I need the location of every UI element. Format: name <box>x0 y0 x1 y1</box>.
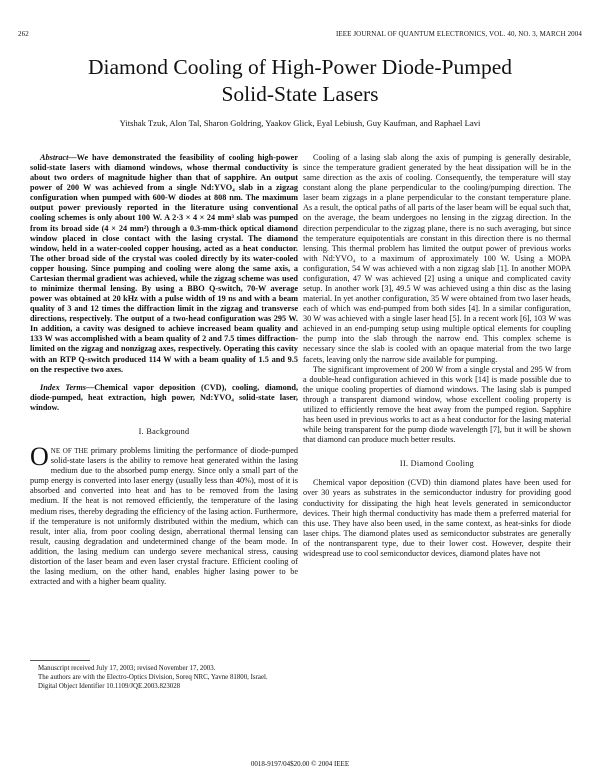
author-list: Yitshak Tzuk, Alon Tal, Sharon Goldring, Yaakov Glick, Eyal Lebiush, Guy Kaufman, and Raphael Lavi <box>119 118 481 128</box>
right-column <box>303 153 571 559</box>
cooling-paragraph-2: The significant improvement of 200 W from a single crystal and 295 W from a double-head configuration achieved in this work [14] is made possible due to the unique cooling properties of diamond windows. The lasing slab is pumped through a transparent diamond window, whose excellent cooling property is utilized to efficiently remove the heat away from the pumped region. Sapphire has been used in previous works to act as a heat conductor for the lasing material while being transparent for the pump diode wavelength [7], but it will be shown that diamond can produce much better results. <box>303 364 571 445</box>
drop-cap: O <box>30 442 49 472</box>
copyright-footer: 0018-9197/04$20.00 © 2004 IEEE <box>250 760 350 768</box>
cooling-paragraph-1: Cooling of a lasing slab along the axis of pumping is generally desirable, since the temperature gradient generated by the heat dissipation will be in the same direction as the axis of cooling. Consequently, the temperature will stay constant along the plane perpendicular to the cooling/pumping direction. The laser beam zigzags in a plane perpendicular to the constant temperature plane. As a result, the optical paths of all parts of the laser beam will be equal such that, on the average, the beam undergoes no lensing in the zigzag direction. In the direction perpendicular to the zigzag plane, there is no such averaging, but since the temperature equipotentials are constant in this direction there is no thermal lensing. This thermal problem has limited the output power of previous works with Nd:YVO₄ to a maximum of approximately 100 W. Using a MOPA configuration, 54 W was achieved with a non zigzag slab [1]. In another MOPA configuration, 47 W was achieved [2] using a unique and complicated cavity setup. In another work [3], 49.5 W was achieved using a thin disc as the lasing material. In yet another configuration, 35 W were obtained from two laser heads, each of which was end-pumped from both sides [4]. In a similar configuration, 30 W was achieved with a single laser head [5]. In a recent work [6], 103 W was achieved in an end-pumping setup using multiple optical elements for coupling the pump into the slab through the narrow end. This complex scheme is necessary since the slab is cooled with an opaque material from the two large facets, leaving only the narrow side available for pumping. <box>303 153 571 364</box>
background-paragraph <box>30 442 299 587</box>
section-heading-background: I. Background <box>138 426 190 436</box>
abstract-text: We have demonstrated the feasibility of cooling high-power solid-state lasers with diamond windows, whose thermal conductivity is about two orders of magnitude higher than that of sapphire. An output power of 200 W was achieved from a single Nd:YVO₄ slab in a zigzag configuration when pumped with 600-W diodes at 808 nm. The maximum output power previously reported in the literature using conventional cooling schemes is only about 100 W. A 2·3 × 4 × 24 mm³ slab was pumped from its broad side (4 × 24 mm²) through a 0.3-mm-thick optical diamond window placed in close contact with the lasing crystal. The diamond window, held in a water-cooled copper housing, acted as a heat conductor. The other broad side of the crystal was cooled directly by its water-cooled copper housing. Since pumping and cooling were along the same axis, a Cartesian thermal gradient was achieved, while the zigzag scheme was used to minimize thermal lensing. By using a BBO Q-switch, 70-W average power was obtained at 20 kHz with a pulse width of 19 ns and with a beam quality of 3 and 12 times the diffraction limit in the zigzag and transverse directions, respectively. The output of a two-head configuration was 295 W. In addition, a cavity was designed to achieve increased beam quality and 133 W was accomplished with a beam quality of 2 and 7.5 times diffraction-limited on the zigzag and nonzigzag axes, respectively. Operating this cavity with an RTP Q-switch produced 114 W with a beam quality of 1.5 and 9.5 on the respective two axes. <box>30 153 298 374</box>
section-heading-diamond-cooling: II. Diamond Cooling <box>399 459 475 469</box>
abstract <box>30 153 298 375</box>
index-terms <box>30 383 298 413</box>
diamond-cooling-paragraph: Chemical vapor deposition (CVD) thin diamond plates have been used for over 30 years as substrates in the semiconductor industry for providing good conductivity for dissipating the high heat levels generated in semiconductor devices. Their high thermal conductivity has made them a preferred material for this use. They have also been used, in the same context, as heat-sinks for diode laser chips. The diamond plates used as semiconductor substrates are generally of the nontransparent type, due to their lower cost. However, despite their widespread use to cool semiconductor devices, diamond plates have not <box>303 478 571 558</box>
paper-title <box>30 54 570 108</box>
page-number: 262 <box>18 30 29 38</box>
abstract-label: Abstract— <box>40 153 77 162</box>
index-terms-label: Index Terms— <box>40 382 95 392</box>
title-line-2: Solid-State Lasers <box>221 82 379 106</box>
running-header <box>18 30 582 42</box>
title-line-1: Diamond Cooling of High-Power Diode-Pumped <box>88 55 512 79</box>
journal-name: IEEE JOURNAL OF QUANTUM ELECTRONICS, VOL. 40, NO. 3, MARCH 2004 <box>335 30 582 38</box>
footnote-received: Manuscript received July 17, 2003; revised November 17, 2003. <box>38 665 216 672</box>
footnote-block <box>30 664 298 691</box>
left-column <box>30 153 298 587</box>
footnotes <box>30 660 298 691</box>
footnote-rule <box>30 660 90 661</box>
footnote-doi: Digital Object Identifier 10.1109/JQE.2003.823028 <box>38 683 181 690</box>
lead-in-caps: NE OF THE <box>50 447 88 456</box>
background-text: primary problems limiting the performance of diode-pumped solid-state lasers is the ability to remove heat generated within the lasing medium due to the absorbed pump energy. Since only a small part of the pump energy is converted into laser energy (usually less than 40%), most of it is absorbed and converted into heat and has to be removed from the lasing medium. If the heat is not removed efficiently, the temperature of the lasing medium rises, thereby degrading the efficiency of the lasing action. Furthermore, if the temperature is not uniformly distributed within the medium, which can result, inter alia, from poor cooling design, aberrational thermal lensing can result, causing degradation and undetermined change of the beam mode. In addition, the lasing medium can undergo severe mechanical stress, causing distortion of the laser beam and even laser crystal fracture. Efficient cooling of the lasing medium, on the other hand, enables higher lasing power to be extracted and with a higher beam quality. <box>30 446 299 587</box>
footnote-affiliation: The authors are with the Electro-Optics Division, Soreq NRC, Yavne 81800, Israel. <box>38 674 268 681</box>
index-terms-text: Chemical vapor deposition (CVD), cooling, diamond, diode-pumped, heat extraction, high power, Nd:YVO₄ solid-state laser, window. <box>30 382 299 412</box>
